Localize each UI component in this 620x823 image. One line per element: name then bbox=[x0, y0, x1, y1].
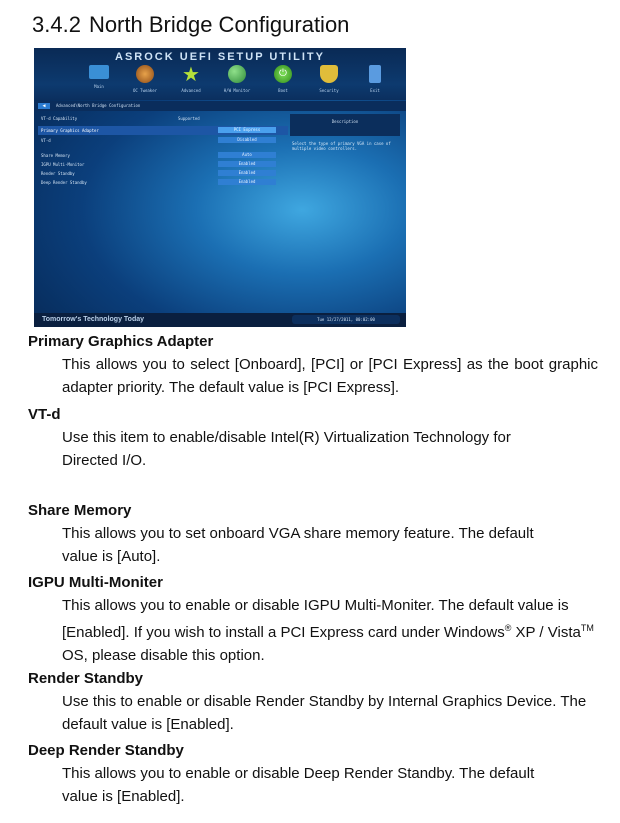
menu-security[interactable] bbox=[312, 65, 346, 93]
menu-advanced[interactable] bbox=[174, 62, 208, 93]
option-value-button[interactable]: Enabled bbox=[218, 179, 276, 185]
menu-label: H/W Monitor bbox=[223, 88, 251, 93]
item-render-standby bbox=[28, 670, 598, 736]
item-body-part: XP / Vista bbox=[511, 624, 581, 641]
option-value: Supported bbox=[178, 116, 200, 121]
item-share-memory bbox=[28, 502, 598, 568]
back-button[interactable]: ◀ bbox=[38, 103, 50, 109]
option-label: Deep Render Standby bbox=[41, 180, 87, 185]
menu-label: Boot bbox=[278, 88, 288, 93]
item-deep-render-standby bbox=[28, 742, 598, 808]
item-heading: Render Standby bbox=[28, 670, 144, 687]
trademark: TM bbox=[580, 623, 594, 633]
option-label: Render Standby bbox=[41, 171, 75, 176]
vtd-capability-row bbox=[38, 114, 288, 123]
bios-title: ASROCK UEFI SETUP UTILITY bbox=[115, 51, 325, 63]
monitor-icon bbox=[89, 65, 109, 79]
option-value-button[interactable]: PCI Express bbox=[218, 127, 276, 133]
item-primary-graphics-adapter bbox=[28, 333, 598, 399]
breadcrumb: Advanced\North Bridge Configuration bbox=[56, 103, 141, 108]
option-value-button[interactable]: Enabled bbox=[218, 161, 276, 167]
door-icon bbox=[369, 65, 381, 83]
option-label: VT-d Capability bbox=[41, 116, 78, 121]
menu-hw-monitor[interactable] bbox=[220, 65, 254, 93]
bios-menu-bar bbox=[82, 62, 392, 93]
option-render-standby[interactable] bbox=[38, 169, 288, 178]
option-share-memory[interactable] bbox=[38, 151, 288, 160]
item-heading: Share Memory bbox=[28, 502, 132, 519]
item-body bbox=[62, 594, 598, 667]
option-igpu-multi-monitor[interactable] bbox=[38, 160, 288, 169]
footer-tagline: Tomorrow's Technology Today bbox=[42, 316, 145, 323]
item-body: Use this item to enable/disable Intel(R) Virtualization Technology for Directed I/O. bbox=[62, 429, 511, 469]
menu-label: Exit bbox=[370, 88, 380, 93]
item-body: This allows you to select [Onboard], [PCI] or [PCI Express] as the boot graphic adapter priority. The default value is [PCI Express]. bbox=[62, 356, 598, 396]
registered-mark: ® bbox=[504, 623, 512, 633]
star-icon: ★ bbox=[182, 62, 200, 86]
option-value-button[interactable]: Enabled bbox=[218, 170, 276, 176]
item-body-part: This allows you to enable or disable IGPU Multi-Moniter. The default value is [Enabled]. If you wish to install a PCI Express card under Windows bbox=[62, 597, 569, 641]
description-text: Select the type of primary VGA in case of multiple video controllers. bbox=[292, 141, 391, 151]
item-heading: Deep Render Standby bbox=[28, 742, 184, 759]
option-label: VT-d bbox=[41, 138, 51, 143]
description-header bbox=[290, 114, 400, 136]
item-body-part: OS, please disable this option. bbox=[62, 647, 265, 664]
menu-label: Main bbox=[94, 84, 104, 89]
footer-datetime: Tue 12/27/2011, 00:02:00 bbox=[292, 315, 400, 324]
item-heading: Primary Graphics Adapter bbox=[28, 333, 214, 350]
item-body: Use this to enable or disable Render Standby by Internal Graphics Device. The default value is [Enabled]. bbox=[62, 693, 587, 733]
menu-boot[interactable] bbox=[266, 65, 300, 93]
section-number: 3.4.2 bbox=[32, 12, 81, 37]
item-heading: VT-d bbox=[28, 406, 61, 423]
section-title bbox=[32, 12, 349, 38]
section-heading: North Bridge Configuration bbox=[88, 12, 350, 37]
menu-main[interactable] bbox=[82, 65, 116, 93]
menu-exit[interactable] bbox=[358, 65, 392, 93]
bios-screenshot bbox=[34, 48, 406, 327]
item-heading: IGPU Multi-Moniter bbox=[28, 574, 163, 591]
option-deep-render-standby[interactable] bbox=[38, 178, 288, 187]
menu-oc-tweaker[interactable] bbox=[128, 65, 162, 93]
item-vt-d bbox=[28, 406, 598, 472]
option-label: Share Memory bbox=[41, 153, 70, 158]
globe-icon bbox=[228, 65, 246, 83]
option-value-button[interactable]: Auto bbox=[218, 152, 276, 158]
description-title: Description bbox=[331, 119, 359, 124]
option-vt-d[interactable] bbox=[38, 136, 288, 145]
shield-icon bbox=[320, 65, 338, 83]
power-icon: ⏻ bbox=[274, 65, 292, 83]
gauge-icon bbox=[136, 65, 154, 83]
item-body: This allows you to enable or disable Deep Render Standby. The default value is [Enabled]. bbox=[62, 765, 535, 805]
option-label: Primary Graphics Adapter bbox=[41, 128, 99, 133]
option-value-button[interactable]: Disabled bbox=[218, 137, 276, 143]
menu-label: Security bbox=[319, 88, 339, 93]
item-igpu-multi-moniter bbox=[28, 574, 598, 667]
menu-label: Advanced bbox=[181, 88, 201, 93]
option-label: IGPU Multi-Monitor bbox=[41, 162, 85, 167]
option-primary-graphics-adapter[interactable] bbox=[38, 126, 288, 135]
menu-label: OC Tweaker bbox=[132, 88, 158, 93]
item-body: This allows you to set onboard VGA share memory feature. The default value is [Auto]. bbox=[62, 525, 534, 565]
